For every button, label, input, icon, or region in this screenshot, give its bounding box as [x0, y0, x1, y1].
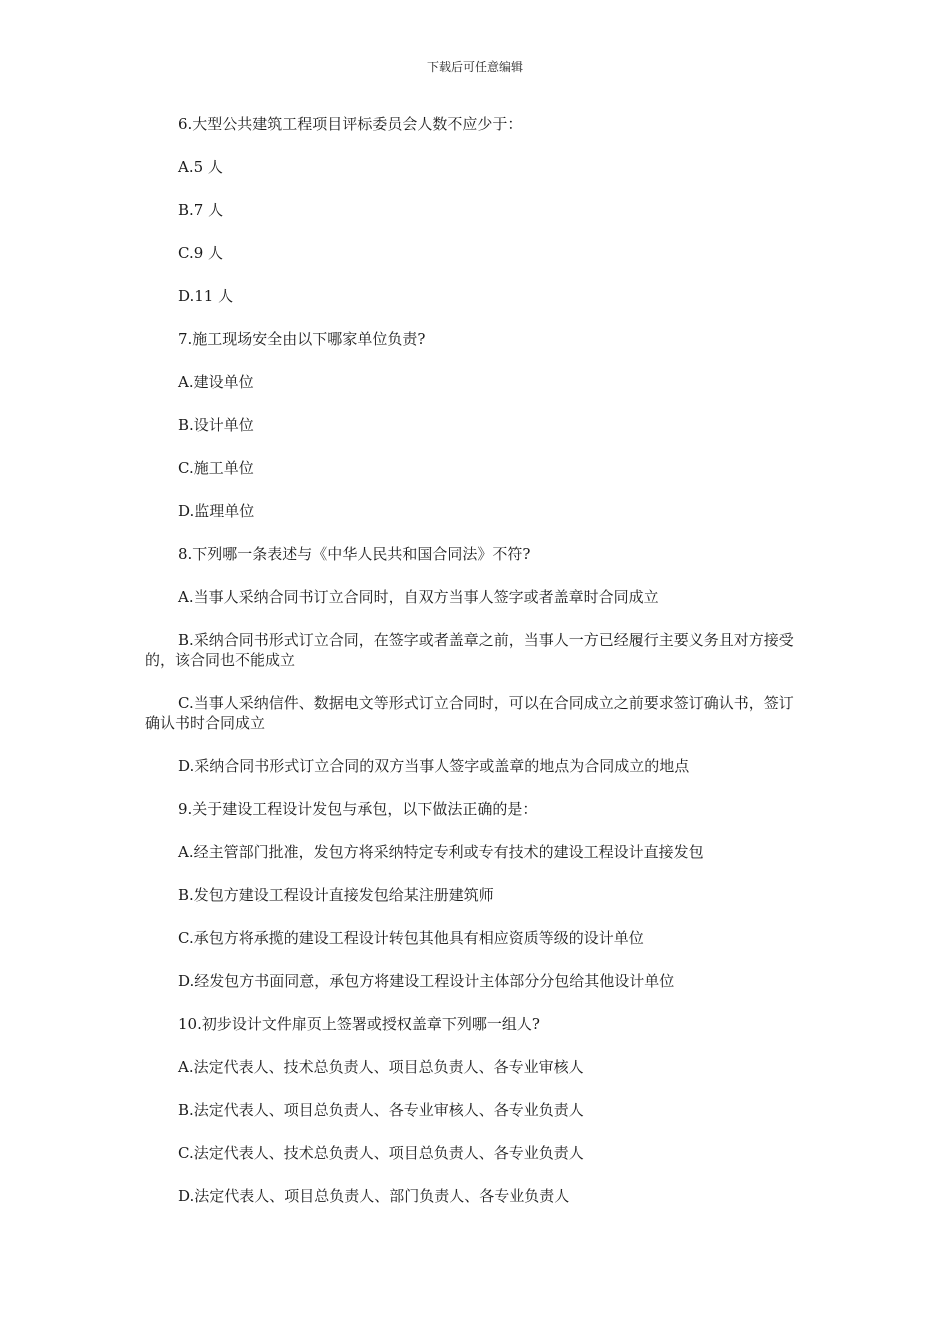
question-6-option-b: B.7 人 — [178, 201, 224, 219]
question-8-option-b: B.采纳合同书形式订立合同，在签字或者盖章之前，当事人一方已经履行主要义务且对方接受的，该合同也不能成立 — [145, 631, 794, 669]
question-7-option-a: A.建设单位 — [178, 373, 254, 391]
question-9-option-d: D.经发包方书面同意，承包方将建设工程设计主体部分分包给其他设计单位 — [178, 972, 675, 990]
question-7-option-d: D.监理单位 — [178, 502, 255, 520]
question-7-option-b: B.设计单位 — [178, 416, 254, 434]
question-7-option-c: C.施工单位 — [178, 459, 254, 477]
question-8: 8.下列哪一条表述与《中华人民共和国合同法》不符? — [178, 545, 531, 563]
question-8-option-a: A.当事人采纳合同书订立合同时，自双方当事人签字或者盖章时合同成立 — [178, 588, 659, 606]
question-10-option-b: B.法定代表人、项目总负责人、各专业审核人、各专业负责人 — [178, 1101, 584, 1119]
page-header: 下载后可任意编辑 — [426, 60, 523, 74]
question-6-option-d: D.11 人 — [178, 287, 234, 305]
question-6-option-a: A.5 人 — [178, 158, 223, 176]
question-9-option-a: A.经主管部门批准，发包方将采纳特定专利或专有技术的建设工程设计直接发包 — [178, 843, 704, 861]
question-10-option-a: A.法定代表人、技术总负责人、项目总负责人、各专业审核人 — [178, 1058, 584, 1076]
document-body — [145, 114, 805, 1229]
question-9-option-c: C.承包方将承揽的建设工程设计转包其他具有相应资质等级的设计单位 — [178, 929, 644, 947]
question-6-option-c: C.9 人 — [178, 244, 224, 262]
question-10-option-c: C.法定代表人、技术总负责人、项目总负责人、各专业负责人 — [178, 1144, 584, 1162]
question-7: 7.施工现场安全由以下哪家单位负责? — [178, 330, 426, 348]
question-8-option-d: D.采纳合同书形式订立合同的双方当事人签字或盖章的地点为合同成立的地点 — [178, 757, 690, 775]
question-9: 9.关于建设工程设计发包与承包，以下做法正确的是： — [178, 800, 538, 818]
question-6: 6.大型公共建筑工程项目评标委员会人数不应少于： — [178, 115, 523, 133]
question-9-option-b: B.发包方建设工程设计直接发包给某注册建筑师 — [178, 886, 494, 904]
question-8-option-c: C.当事人采纳信件、数据电文等形式订立合同时，可以在合同成立之前要求签订确认书，签订确认书时合同成立 — [145, 694, 794, 732]
question-10-option-d: D.法定代表人、项目总负责人、部门负责人、各专业负责人 — [178, 1187, 570, 1205]
question-10: 10.初步设计文件扉页上签署或授权盖章下列哪一组人? — [178, 1015, 540, 1033]
